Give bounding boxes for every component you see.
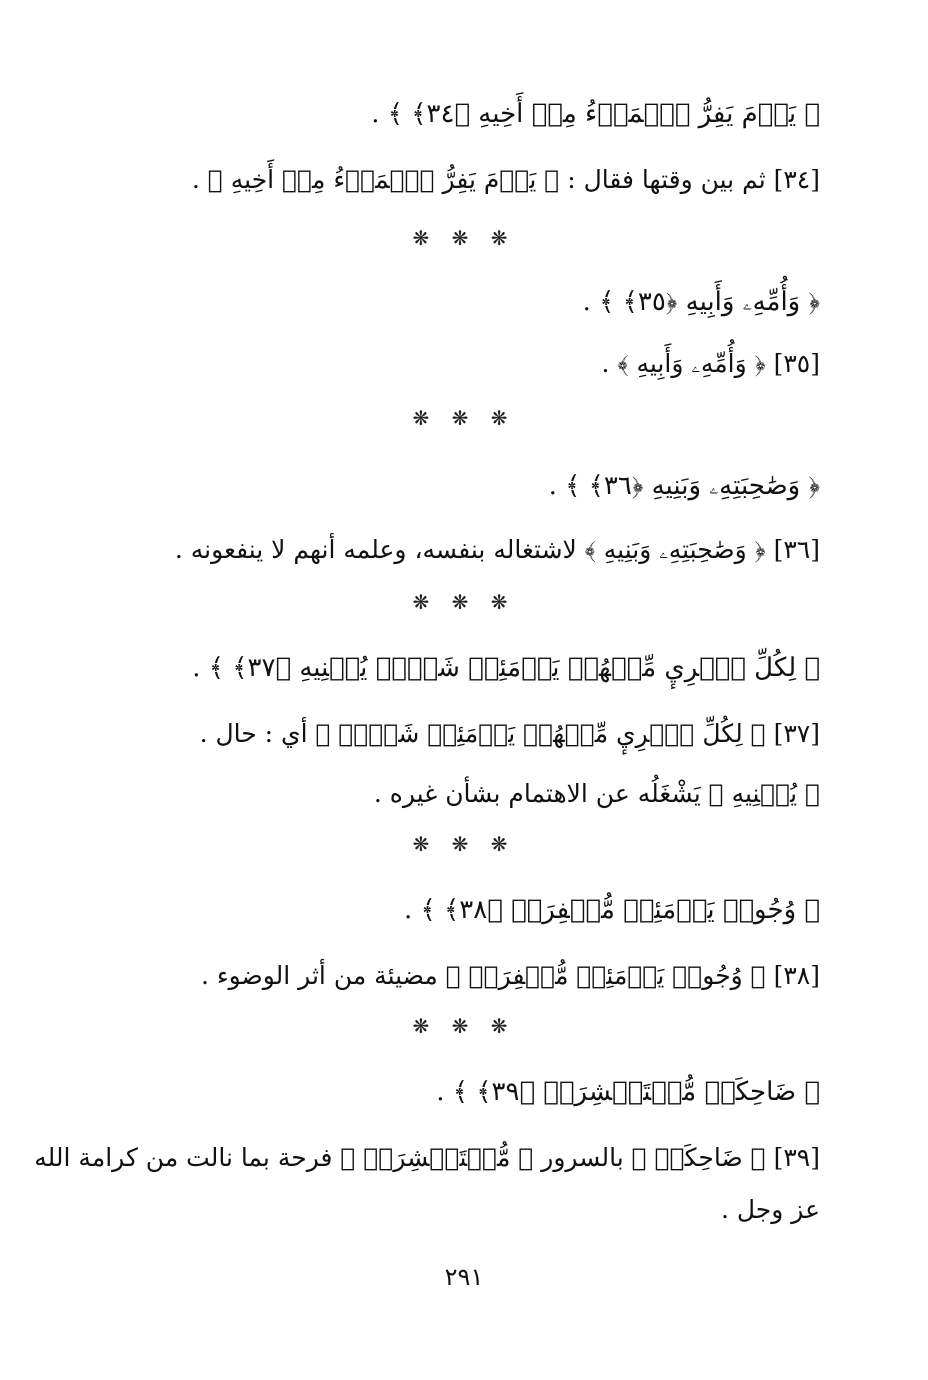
quran-verse-38: ﴿ وُجُوهٞ يَوۡمَئِذٖ مُّسۡفِرَةٞ ﴿٣٨﴾ ﴾ . — [404, 895, 820, 925]
quran-verse-36: ﴿ وَصَٰحِبَتِهِۦ وَبَنِيهِ ﴿٣٦﴾ ﴾ . — [548, 471, 820, 501]
commentary-35: [٣٥] ﴿ وَأُمِّهِۦ وَأَبِيهِ ﴾ . — [601, 349, 820, 378]
section-separator: ❋ ❋ ❋ — [412, 226, 516, 250]
commentary-39: [٣٩] ﴿ ضَاحِكَةٞ ﴾ بالسرور ﴿ مُّسۡتَبۡشِرَةٞ ﴾ فرحة بما نالت من كرامة الله — [34, 1143, 820, 1172]
quran-verse-34: ﴿ يَوۡمَ يَفِرُّ ٱلۡمَرۡءُ مِنۡ أَخِيهِ ﴿٣٤﴾ ﴾ . — [371, 99, 820, 129]
quran-verse-37: ﴿ لِكُلِّ ٱمۡرِيٕ مِّنۡهُمۡ يَوۡمَئِذٖ شَأۡنٞ يُغۡنِيهِ ﴿٣٧﴾ ﴾ . — [192, 653, 820, 683]
commentary-36: [٣٦] ﴿ وَصَٰحِبَتِهِۦ وَبَنِيهِ ﴾ لاشتغاله بنفسه، وعلمه أنهم لا ينفعونه . — [174, 535, 820, 564]
section-separator: ❋ ❋ ❋ — [412, 832, 516, 856]
section-separator: ❋ ❋ ❋ — [412, 590, 516, 614]
commentary-34: [٣٤] ثم بين وقتها فقال : ﴿ يَوۡمَ يَفِرُّ ٱلۡمَرۡءُ مِنۡ أَخِيهِ ﴾ . — [191, 165, 820, 194]
quran-verse-35: ﴿ وَأُمِّهِۦ وَأَبِيهِ ﴿٣٥﴾ ﴾ . — [582, 287, 820, 317]
commentary-37: [٣٧] ﴿ لِكُلِّ ٱمۡرِيٕ مِّنۡهُمۡ يَوۡمَئِذٖ شَأۡنٞ ﴾ أي : حال . — [199, 719, 820, 748]
commentary-39-continued: عز وجل . — [720, 1195, 820, 1224]
commentary-37-continued: ﴿ يُغۡنِيهِ ﴾ يَشْغَلُه عن الاهتمام بشأن غيره . — [373, 779, 820, 808]
section-separator: ❋ ❋ ❋ — [412, 406, 516, 430]
commentary-38: [٣٨] ﴿ وُجُوهٞ يَوۡمَئِذٖ مُّسۡفِرَةٞ ﴾ مضيئة من أثر الوضوء . — [200, 961, 820, 990]
quran-verse-39: ﴿ ضَاحِكَةٞ مُّسۡتَبۡشِرَةٞ ﴿٣٩﴾ ﴾ . — [436, 1077, 820, 1107]
page-number: ٢٩١ — [444, 1263, 484, 1291]
section-separator: ❋ ❋ ❋ — [412, 1014, 516, 1038]
